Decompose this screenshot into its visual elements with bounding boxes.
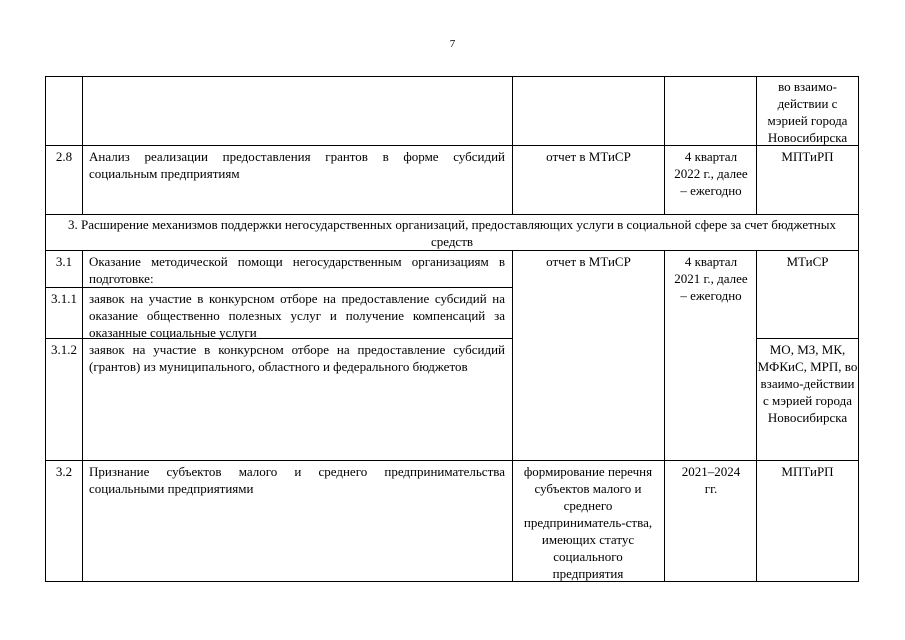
table-border-top — [45, 76, 859, 77]
row-number: 3.2 — [55, 464, 73, 479]
action-cell: заявок на участие в конкурсном отборе на предоставление субсидий на оказание общественно полезных услуг и получение компенсаций за оказанные социальные услуги — [89, 291, 505, 340]
column-divider — [82, 250, 83, 581]
row-divider — [45, 214, 859, 215]
row-divider — [45, 460, 859, 461]
column-divider — [82, 76, 83, 214]
row-divider — [756, 338, 859, 339]
section-heading: 3. Расширение механизмов поддержки негосударственных организаций, предоставляющих услуги в социальной сфере за счет бюджетных средств — [68, 217, 836, 249]
responsible-cell: МПТиРП — [781, 149, 834, 164]
action-cell: Оказание методической помощи негосударственным организациям в подготовке: — [89, 254, 505, 286]
term-cell: 4 квартал 2021 г., далее – ежегодно — [674, 254, 748, 303]
result-cell: отчет в МТиСР — [546, 254, 631, 269]
page-number: 7 — [449, 38, 456, 50]
table-border-right — [858, 76, 859, 581]
row-number: 2.8 — [55, 149, 73, 164]
column-divider — [664, 250, 665, 581]
responsible-cell: во взаимо-действии с мэрией города Новосибирска — [767, 79, 848, 145]
row-number: 3.1.1 — [51, 291, 77, 306]
column-divider — [664, 76, 665, 214]
action-cell: Анализ реализации предоставления грантов в форме субсидий социальным предприятиям — [89, 149, 505, 181]
row-number: 3.1 — [55, 254, 73, 269]
term-cell: 2021–2024 гг. — [681, 464, 741, 496]
row-divider — [45, 145, 859, 146]
row-number: 3.1.2 — [51, 342, 77, 357]
result-cell: формирование перечня субъектов малого и среднего предприниматель-ства, имеющих статус социального предприятия — [523, 464, 653, 581]
responsible-cell: МО, МЗ, МК, МФКиС, МРП, во взаимо-действии с мэрией города Новосибирска — [757, 342, 858, 425]
column-divider — [512, 250, 513, 581]
table-border-bottom — [45, 581, 859, 582]
row-divider — [45, 287, 512, 288]
column-divider — [512, 76, 513, 214]
responsible-cell: МПТиРП — [781, 464, 834, 479]
term-cell: 4 квартал 2022 г., далее – ежегодно — [674, 149, 748, 198]
result-cell: отчет в МТиСР — [546, 149, 631, 164]
action-cell: заявок на участие в конкурсном отборе на предоставление субсидий (грантов) из муниципального, областного и федерального бюджетов — [89, 342, 505, 374]
row-divider — [45, 250, 859, 251]
action-cell: Признание субъектов малого и среднего предпринимательства социальными предприятиями — [89, 464, 505, 496]
responsible-cell: МТиСР — [786, 254, 829, 269]
